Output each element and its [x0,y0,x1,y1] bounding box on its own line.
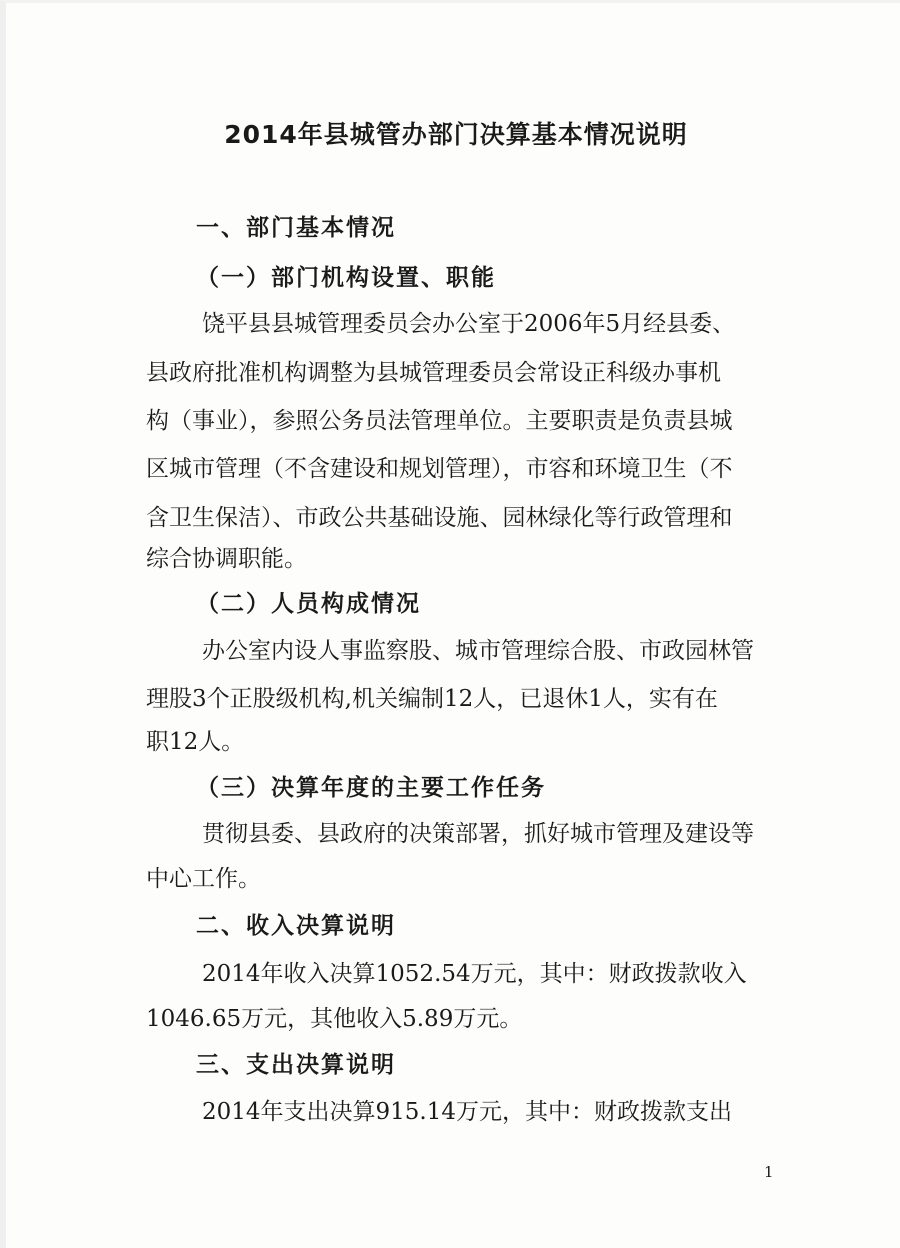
subsection-heading-structure: （一）部门机构设置、职能 [196,265,496,291]
paragraph-line: 饶平县县城管理委员会办公室于2006年5月经县委、 [202,311,736,337]
paragraph-line: 区城市管理（不含建设和规划管理），市容和环境卫生（不 [146,456,733,482]
paragraph-line: 中心工作。 [146,866,261,892]
paragraph-line: 贯彻县委、县政府的决策部署，抓好城市管理及建设等 [202,821,754,847]
paragraph-line: 职12人。 [146,729,245,755]
paragraph-line: 1046.65万元，其他收入5.89万元。 [146,1006,523,1032]
section-heading-expenditure: 三、支出决算说明 [196,1052,396,1078]
section-heading-income: 二、收入决算说明 [196,913,396,939]
subsection-heading-tasks: （三）决算年度的主要工作任务 [196,775,546,801]
subsection-heading-staff: （二）人员构成情况 [196,591,421,617]
paragraph-line: 综合协调职能。 [146,546,307,572]
section-heading-basic-info: 一、部门基本情况 [196,215,396,241]
paragraph-line: 办公室内设人事监察股、城市管理综合股、市政园林管 [202,638,754,664]
paragraph-line: 2014年支出决算915.14万元，其中：财政拨款支出 [202,1099,733,1125]
document-title: 2014年县城管办部门决算基本情况说明 [224,120,688,149]
paragraph-line: 构（事业），参照公务员法管理单位。主要职责是负责县城 [146,408,733,434]
paragraph-line: 理股3个正股级机构,机关编制12人，已退休1人，实有在 [146,686,718,712]
paragraph-line: 含卫生保洁）、市政公共基础设施、园林绿化等行政管理和 [146,505,733,531]
paragraph-line: 县政府批准机构调整为县城管理委员会常设正科级办事机 [146,360,721,386]
page-number: 1 [764,1163,774,1181]
paragraph-line: 2014年收入决算1052.54万元，其中：财政拨款收入 [202,961,747,987]
